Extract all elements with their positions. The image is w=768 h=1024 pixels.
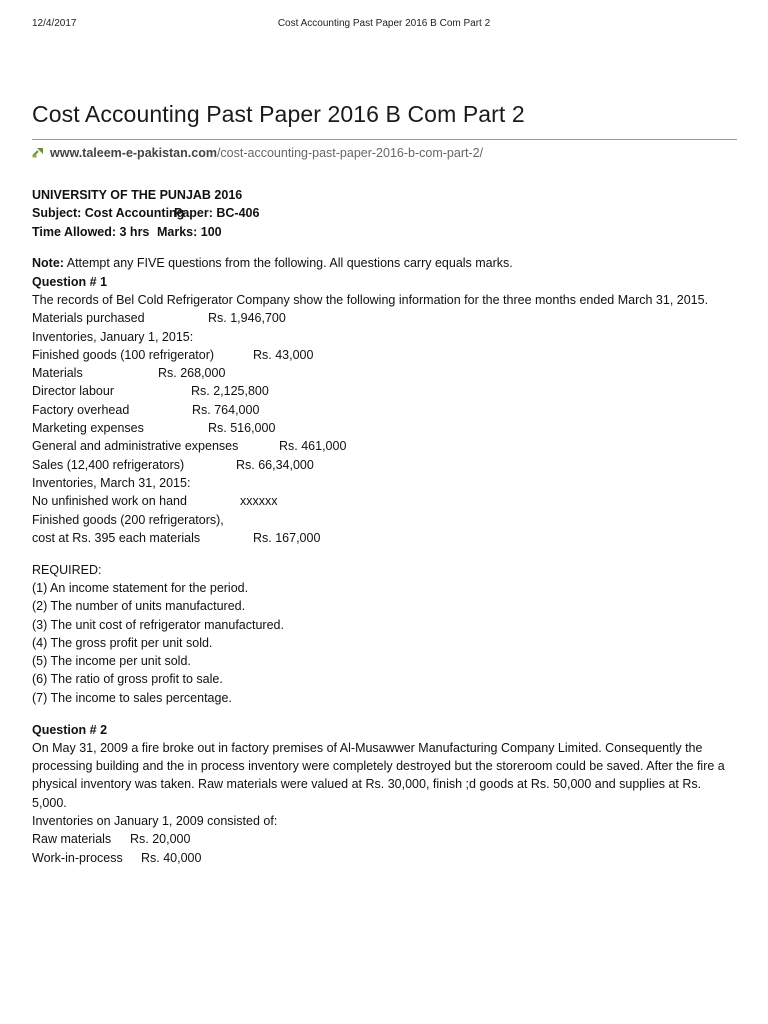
list-item: Factory overhead Rs. 764,000 [32,402,260,417]
question-1-heading: Question # 1 [32,274,108,289]
source-domain[interactable]: www.taleem-e-pakistan.com [50,146,217,160]
print-title: Cost Accounting Past Paper 2016 B Com Part 2 [277,18,491,29]
list-item: Inventories, January 1, 2015: [32,329,194,344]
subject-line [32,204,737,222]
list-item: Marketing expenses Rs. 516,000 [32,421,276,436]
question-2-intro: On May 31, 2009 a fire broke out in factory premises of Al-Musawwer Manufacturing Company Limited. Consequently the processing building and the in process inventory were completely destroyed but the storeroom could be saved. After the fire a physical inventory was taken. Raw materials were valued at Rs. 30,000, finish ;d goods at Rs. 50,000 and supplies at Rs. 5,000. [32,740,725,810]
list-item: (6) The ratio of gross profit to sale. [32,672,223,687]
source-link[interactable] [32,146,483,160]
paper-label: Paper: BC-406 [174,206,260,221]
university-name: UNIVERSITY OF THE PUNJAB 2016 [32,188,243,202]
list-item: Sales (12,400 refrigerators) Rs. 66,34,000 [32,457,314,472]
print-date: 12/4/2017 [32,18,77,29]
note-text: Attempt any FIVE questions from the following. All questions carry equals marks. [63,256,513,271]
list-item: Materials purchased Rs. 1,946,700 [32,311,286,326]
marks-label: Marks: 100 [157,224,222,239]
list-item: Finished goods (200 refrigerators), [32,512,224,527]
list-item: Finished goods (100 refrigerator) Rs. 43,000 [32,347,314,362]
list-item: Director labour Rs. 2,125,800 [32,384,269,399]
list-item: Materials Rs. 268,000 [32,366,226,381]
list-item: General and administrative expenses Rs. 461,000 [32,439,347,454]
list-item: (2) The number of units manufactured. [32,599,246,614]
required-label: REQUIRED: [32,562,102,577]
exam-header [32,186,737,241]
list-item: No unfinished work on hand xxxxxx [32,494,278,509]
page-title: Cost Accounting Past Paper 2016 B Com Part 2 [32,101,525,127]
list-item: (7) The income to sales percentage. [32,690,232,705]
note [32,254,737,272]
time-label: Time Allowed: 3 hrs [32,224,150,239]
list-item: cost at Rs. 395 each materials Rs. 167,000 [32,530,321,545]
title-divider [32,139,737,140]
list-item: Raw materials Rs. 20,000 [32,832,191,847]
list-item: Work-in-process Rs. 40,000 [32,850,202,865]
question-2-heading: Question # 2 [32,722,108,737]
document-body [32,186,737,880]
list-item: Inventories, March 31, 2015: [32,475,191,490]
source-path[interactable]: /cost-accounting-past-paper-2016-b-com-part-2/ [216,146,484,160]
question-1-intro: The records of Bel Cold Refrigerator Company show the following information for the three months ended March 31, 2015. [32,292,709,307]
subject-label: Subject: Cost Accounting [32,206,185,221]
list-item: (5) The income per unit sold. [32,654,191,669]
print-header [32,18,736,32]
list-item: (1) An income statement for the period. [32,580,249,595]
list-item: (4) The gross profit per unit sold. [32,635,213,650]
note-label: Note: [32,256,64,271]
inventories-heading: Inventories on January 1, 2009 consisted of: [32,814,278,828]
list-item: (3) The unit cost of refrigerator manufactured. [32,617,284,632]
time-line [32,223,737,241]
question-1-items [32,309,737,547]
link-icon [32,146,46,158]
requirements-list [32,579,737,707]
question-2-items [32,830,737,867]
